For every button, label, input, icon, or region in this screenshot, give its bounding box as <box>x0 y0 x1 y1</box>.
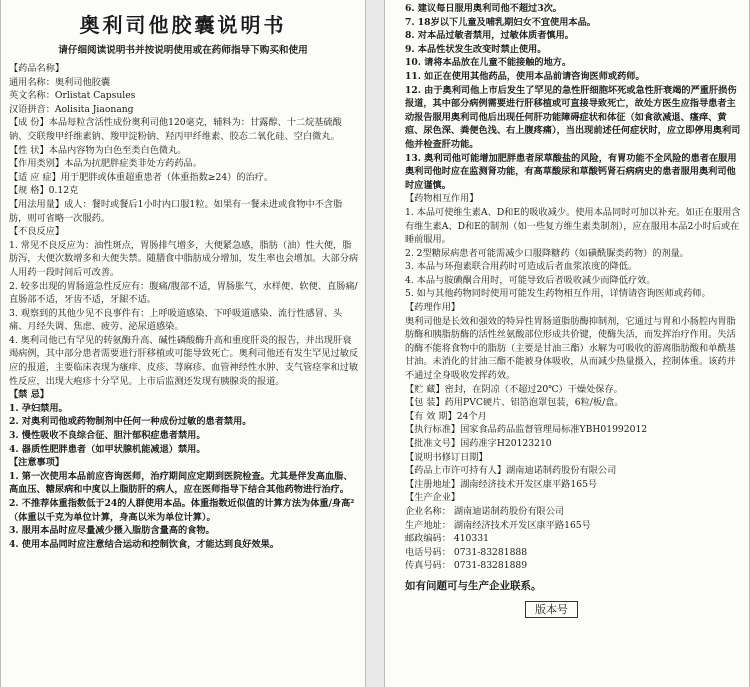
text-line: 1. 孕妇禁用。 <box>9 402 68 414</box>
text-line: 【适 应 症】用于肥胖或体重超重患者（体重指数≥24）的治疗。 <box>9 171 274 183</box>
text-line: 9. 本品性状发生改变时禁止使用。 <box>405 43 547 55</box>
right-content <box>385 0 749 573</box>
text-line: 2. 对奥利司他或药物制剂中任何一种成份过敏的患者禁用。 <box>9 416 252 428</box>
text-line: 【注册地址】湖南经济技术开发区康平路165号 <box>405 478 598 490</box>
text-line: 【药品上市许可持有人】湖南迪诺制药股份有限公司 <box>405 465 617 477</box>
text-line: 1. 常见不良反应为：油性斑点，胃肠排气增多，大便紧急感，脂肪（油）性大便，脂肪泻，大便次数增多和大便失禁。随膳食中脂肪成分增加，发生率也会增加。大部分病人用药一段时间后可改善。 <box>9 239 359 278</box>
text-line: 【说明书修订日期】 <box>405 451 488 463</box>
text-line: 2. 不推荐体重指数低于24的人群使用本品。体重指数近似值的计算方法为体重/身高²（体重以千克为单位计算，身高以米为单位计算）。 <box>9 498 355 523</box>
text-line: 4. 本品与胺碘酮合用时，可能导致后者吸收减少而降低疗效。 <box>405 274 656 286</box>
text-line: 10. 请将本品放在儿童不能接触的地方。 <box>405 57 572 69</box>
text-line: 【不良反应】 <box>9 226 65 238</box>
text-line: 1. 第一次使用本品前应咨询医师，治疗期间应定期到医院检查。尤其是伴发高血脂、高血压、糖尿病和中度以上脂肪肝的病人，应在医师指导下结合其他药物进行治疗。 <box>9 470 353 496</box>
text-line: 12. 由于奥利司他上市后发生了罕见的急性肝细胞坏死或急性肝衰竭的严重肝损伤报道，其中部分病例需要进行肝移植或可直接导致死亡，故处方医生应指导患者主动报告服用奥利司他后出现任何肝功能障碍症状和体征（如食欲减退、瘙痒、黄疸、尿色深、粪便色浅、右上腹疼痛），当出现前述任何症状时，应立即停用奥利司他并检查肝功能。 <box>405 84 741 150</box>
text-line: 【药品名称】 <box>9 63 65 74</box>
text-line: 【药理作用】 <box>405 302 461 314</box>
text-line: 【禁 忌】 <box>9 389 49 401</box>
text-line: 传真号码： 0731-83281889 <box>405 560 528 572</box>
text-line: 1. 本品可使维生素A、D和E的吸收减少。使用本品同时可加以补充。如正在服用含有维生素A、D和E的制剂（如一些复方维生素类制剂），应在服用本品2小时后或在睡前服用。 <box>405 206 741 246</box>
text-line: 【药物相互作用】 <box>405 193 479 205</box>
text-line: 【贮 藏】密封，在阴凉（不超过20℃）干燥处保存。 <box>405 383 623 395</box>
right-page <box>384 0 750 687</box>
text-line: 【执行标准】国家食品药品监督管理局标准YBH01992012 <box>405 424 648 436</box>
text-line: 生产地址： 湖南经济技术开发区康平路165号 <box>405 519 591 531</box>
text-line: 11. 如正在使用其他药品，使用本品前请咨询医师或药师。 <box>405 70 645 82</box>
text-line: 通用名称：奥利司他胶囊 <box>9 76 111 88</box>
text-line: 4. 奥利司他已有罕见的转氨酶升高、碱性磷酸酶升高和重度肝炎的报告，并出现肝衰竭病例，其中部分患者需要进行肝移植或可能导致死亡。奥利司他还有发生罕见过敏反应的报道，主要临床表现为瘙痒、皮疹、荨麻疹、血管神经性水肿、支气管痉挛和过敏性反应，出现大疱疹十分罕见。上市后监测还发现有胰腺炎的报道。 <box>9 334 359 387</box>
text-line: 邮政编码： 410331 <box>405 533 489 545</box>
text-line: 企业名称： 湖南迪诺制药股份有限公司 <box>405 505 565 517</box>
text-line: 5. 如与其他药物同时使用可能发生药物相互作用，详情请咨询医师或药师。 <box>405 288 711 300</box>
text-line: 汉语拼音：Aolisita Jiaonang <box>9 103 134 115</box>
text-line: 4. 使用本品同时应注意结合运动和控制饮食，才能达到良好效果。 <box>9 538 280 550</box>
text-line: 3. 服用本品时应尽量减少摄入脂肪含量高的食物。 <box>9 525 215 537</box>
text-line: 3. 慢性吸收不良综合征、胆汁郁积症患者禁用。 <box>9 430 206 442</box>
left-content <box>1 62 365 551</box>
text-line: 【有 效 期】24个月 <box>405 410 487 422</box>
text-line: 【注意事项】 <box>9 457 65 469</box>
text-line: 【用法用量】成人：餐时或餐后1小时内口服1粒。如果有一餐未进或食物中不含脂肪，则可省略一次服药。 <box>9 198 343 224</box>
document-title: 奥利司他胶囊说明书 <box>79 13 287 37</box>
left-page <box>0 0 366 687</box>
text-line: 2. 2型糖尿病患者可能需减少口服降糖药（如磺酰脲类药物）的剂量。 <box>405 247 689 259</box>
text-line: 【生产企业】 <box>405 492 461 504</box>
text-line: 【规 格】0.12克 <box>9 185 79 197</box>
contact-note: 如有问题可与生产企业联系。 <box>405 579 542 592</box>
text-line: 3. 本品与环孢素联合用药时可造成后者血浆浓度的降低。 <box>405 261 638 273</box>
text-line: 13. 奥利司他可能增加肥胖患者尿草酸盐的风险，有胃功能不全风险的患者在服用奥利司他时应在监测肾功能，有高草酸尿和草酸钙肾石病病史的患者服用奥利司他时应谨慎。 <box>405 152 737 191</box>
text-line: 8. 对本品过敏者禁用，过敏体质者慎用。 <box>405 30 574 42</box>
text-line: 【性 状】本品内容物为白色至类白色微丸。 <box>9 144 187 156</box>
text-line: 3. 观察到的其他少见不良事件有：上呼吸道感染、下呼吸道感染、流行性感冒、头痛、月经失调、焦虑、疲劳、泌尿道感染。 <box>9 307 343 333</box>
text-line: 【成 份】本品每粒含活性成份奥利司他120毫克，辅料为：甘露醇、十二烷基硫酸钠、交联羧甲纤维素钠、羧甲淀粉钠、羟丙甲纤维素、胶态二氧化硅、空白微丸。 <box>9 117 342 142</box>
text-line: 英文名称：Orlistat Capsules <box>9 90 136 102</box>
text-line: 4. 器质性肥胖患者（如甲状腺机能减退）禁用。 <box>9 443 206 455</box>
text-line: 【包 装】药用PVC硬片、铝箔泡罩包装，6粒/板/盒。 <box>405 397 624 409</box>
text-line: 6. 建议每日服用奥利司他不超过3次。 <box>405 3 562 14</box>
text-line: 【批准文号】国药准字H20123210 <box>405 438 552 449</box>
document-subtitle: 请仔细阅读说明书并按说明使用或在药师指导下购买和使用 <box>58 45 308 56</box>
text-line: 2. 较多出现的胃肠道急性反应有：腹痛/腹部不适，胃肠胀气，水样便、软便、直肠痛/直肠部不适，牙齿不适，牙龈不适。 <box>9 280 358 306</box>
text-line: 7. 18岁以下儿童及哺乳期妇女不宜使用本品。 <box>405 16 596 28</box>
page-gutter <box>366 0 384 687</box>
text-line: 奥利司他是长效和强效的特异性胃肠道脂肪酶抑制剂，它通过与胃和小肠腔内胃脂肪酶和胰脂肪酶的活性丝氨酸部位形成共价键，使酶失活，而发挥治疗作用。失活的酶不能将食物中的脂肪（主要是甘油三酯）水解为可吸收的游离脂肪酸和单酰基甘油。未消化的甘油三酯不能被身体吸收，从而减少热量摄入，控制体重。该药并不通过全身吸收发挥药效。 <box>405 315 736 382</box>
text-line: 电话号码： 0731-83281888 <box>405 546 528 558</box>
version-label: 版本号 <box>525 601 578 618</box>
text-line: 【作用类别】本品为抗肥胖症类非处方药药品。 <box>9 158 202 170</box>
